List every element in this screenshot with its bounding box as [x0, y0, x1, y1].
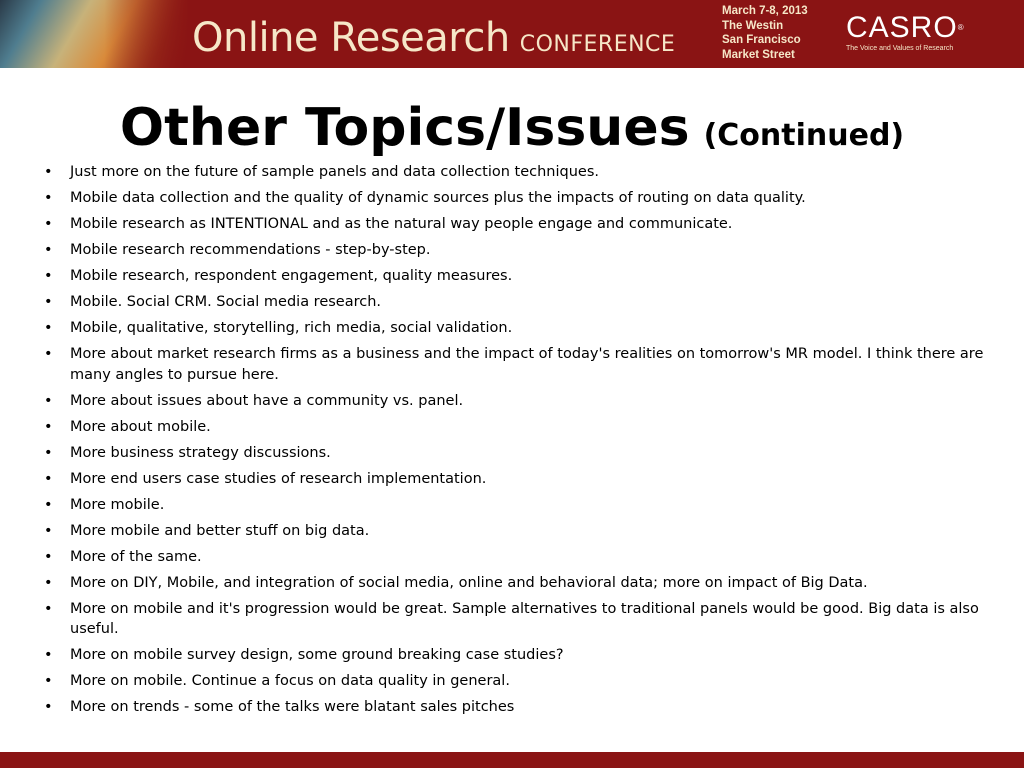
bullet-dot: •	[44, 418, 53, 435]
bullet-text: More on mobile. Continue a focus on data quality in general.	[70, 673, 510, 689]
bullet-text: More of the same.	[70, 548, 202, 565]
bullet-dot: •	[44, 346, 53, 362]
list-item	[44, 266, 984, 287]
bullet-dot: •	[44, 600, 53, 617]
banner-photo	[0, 0, 190, 68]
slide-title-suffix: (Continued)	[703, 118, 905, 153]
list-item	[44, 599, 984, 640]
bullet-text: More about mobile.	[70, 418, 211, 435]
bullet-text: Mobile research, respondent engagement, quality measures.	[70, 268, 513, 284]
casro-logo-text: CASRO	[846, 11, 958, 44]
registered-mark: ®	[957, 23, 965, 32]
bullet-dot: •	[44, 392, 53, 409]
conference-title-main: Online Research	[192, 15, 510, 61]
slide-title-main: Other Topics/Issues	[119, 98, 690, 158]
list-item	[44, 671, 984, 692]
bullet-text: More mobile.	[70, 496, 165, 513]
list-item	[44, 547, 984, 568]
bullet-text: Mobile data collection and the quality of dynamic sources plus the impacts of routing on data quality.	[70, 190, 806, 206]
event-street: Market Street	[722, 48, 795, 61]
list-item	[44, 573, 984, 594]
list-item	[44, 240, 984, 261]
list-item	[44, 214, 984, 235]
event-info	[722, 4, 808, 62]
bullet-dot: •	[44, 647, 53, 663]
bullet-text: More about issues about have a community vs. panel.	[70, 392, 464, 409]
list-item	[44, 318, 984, 339]
bullet-text: More on DIY, Mobile, and integration of social media, online and behavioral data; more on impact of Big Data.	[70, 574, 868, 591]
list-item	[44, 391, 984, 412]
list-item	[44, 344, 984, 385]
bullet-dot: •	[44, 548, 53, 565]
bullet-text: Just more on the future of sample panels and data collection techniques.	[70, 164, 600, 180]
bullet-dot: •	[44, 242, 53, 258]
bullet-dot: •	[44, 164, 53, 180]
bullet-text: Mobile research as INTENTIONAL and as the natural way people engage and communicate.	[70, 216, 733, 232]
list-item	[44, 417, 984, 438]
list-item	[44, 495, 984, 516]
bullet-dot: •	[44, 470, 53, 487]
conference-title-sub: CONFERENCE	[519, 32, 676, 57]
bullet-list	[44, 162, 984, 723]
list-item	[44, 469, 984, 490]
bullet-text: Mobile, qualitative, storytelling, rich media, social validation.	[70, 320, 513, 336]
bullet-dot: •	[44, 320, 53, 336]
footer-bar	[0, 752, 1024, 768]
bullet-text: More on mobile survey design, some ground breaking case studies?	[70, 647, 564, 663]
casro-logo	[846, 12, 996, 56]
slide-title	[0, 92, 1024, 164]
bullet-text: More end users case studies of research implementation.	[70, 470, 487, 487]
conference-title	[192, 10, 675, 66]
list-item	[44, 443, 984, 464]
list-item	[44, 697, 984, 718]
list-item	[44, 645, 984, 666]
bullet-dot: •	[44, 673, 53, 689]
event-date: March 7-8, 2013	[722, 5, 808, 17]
bullet-dot: •	[44, 699, 53, 715]
bullet-text: Mobile research recommendations - step-by-step.	[70, 242, 431, 258]
bullet-dot: •	[44, 444, 53, 461]
casro-tagline: The Voice and Values of Research	[846, 45, 954, 52]
event-city: San Francisco	[722, 34, 801, 46]
bullet-dot: •	[44, 216, 53, 232]
bullet-dot: •	[44, 268, 53, 284]
list-item	[44, 188, 984, 209]
bullet-text: Mobile. Social CRM. Social media research.	[70, 294, 382, 310]
list-item	[44, 521, 984, 542]
bullet-dot: •	[44, 190, 53, 206]
bullet-dot: •	[44, 496, 53, 513]
list-item	[44, 292, 984, 313]
bullet-text: More on mobile and it's progression would be great. Sample alternatives to traditional panels would be good. Big data is also useful.	[70, 600, 979, 637]
header-banner	[0, 0, 1024, 68]
bullet-text: More on trends - some of the talks were blatant sales pitches	[70, 699, 515, 715]
bullet-dot: •	[44, 294, 53, 310]
bullet-text: More mobile and better stuff on big data.	[70, 522, 370, 539]
bullet-text: More about market research firms as a business and the impact of today's realities on tomorrow's MR model. I think there are many angles to pursue here.	[70, 346, 984, 383]
bullet-dot: •	[44, 574, 53, 591]
bullet-dot: •	[44, 522, 53, 539]
bullet-text: More business strategy discussions.	[70, 444, 331, 461]
event-venue: The Westin	[722, 19, 784, 32]
list-item	[44, 162, 984, 183]
